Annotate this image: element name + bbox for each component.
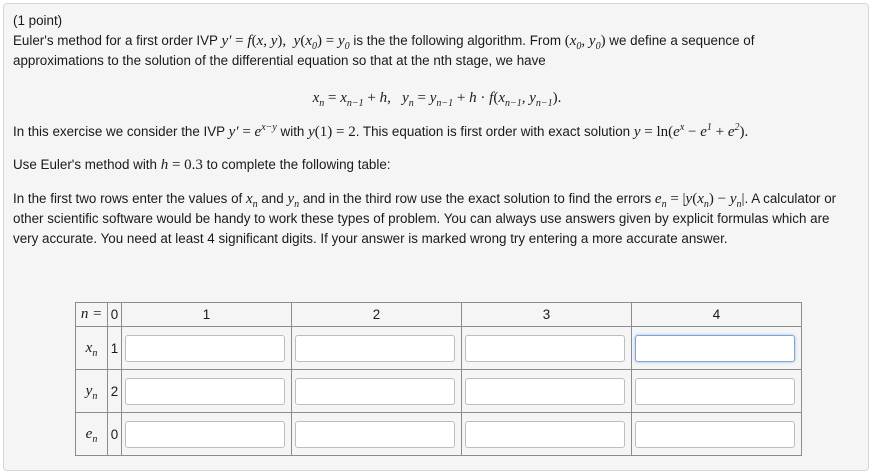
x3-input[interactable]	[465, 335, 625, 362]
n-value-2: 2	[292, 303, 462, 327]
row-label-y: $y_n$	[76, 370, 108, 413]
n-label: n =	[76, 303, 108, 327]
step-size: h = 0.3	[160, 157, 203, 173]
x2-input[interactable]	[295, 335, 455, 362]
initial-condition: y(1) = 2	[308, 124, 356, 140]
intro-line-1: Euler's method for a first order IVP y′ = f(x, y), $y(x_0) = y_0$ is the the following algorithm. From ($x_0$, $y_0$) we define a sequence of	[13, 33, 755, 52]
points-label: (1 point)	[13, 13, 63, 28]
ode: $y' = e^{x-y}$	[228, 122, 277, 140]
table-row-x	[76, 327, 802, 370]
problem-panel	[3, 3, 869, 471]
e3-input[interactable]	[465, 421, 625, 448]
row-label-x: $x_n$	[76, 327, 108, 370]
euler-table	[75, 302, 802, 456]
x1-input[interactable]	[125, 335, 285, 362]
table-row-y	[76, 370, 802, 413]
exact-solution: $y = \ln(e^x - e^1 + e^2)$.	[633, 122, 749, 140]
instructions-paragraph: In the first two rows enter the values of $x_n$ and $y_n$ and in the third row use the exact solution to find the errors $e_n = |y(x_n) - y_n|$. A calculator or other scientific software would be handy to work these types of problem. You can always use answers given by explicit formulas which are very accurate. You need at least 4 significant digits. If your answer is marked wrong try entering a more accurate answer.	[13, 191, 837, 246]
euler-recurrence: $x_n = x_{n-1} + h$, $y_n = y_{n-1} + h \cdot f(x_{n-1}$, $y_{n-1}$).	[312, 90, 562, 109]
row-label-e: $e_n$	[76, 413, 108, 456]
e0-value: 0	[108, 413, 122, 456]
table-row-e	[76, 413, 802, 456]
problem-statement: In this exercise we consider the IVP $y' = e^{x-y}$ with y(1) = 2. This equation is first order with exact solution $y = \ln(e^x - e^1 + e^2)$.	[13, 122, 749, 140]
e2-input[interactable]	[295, 421, 455, 448]
intro-line-2: approximations to the solution of the differential equation so that at the nth stage, we have	[13, 53, 546, 68]
y3-input[interactable]	[465, 378, 625, 405]
e1-input[interactable]	[125, 421, 285, 448]
initial-point: ($x_0$, $y_0$)	[564, 33, 606, 52]
error-formula: $e_n = |y(x_n) - y_n|$	[654, 191, 745, 210]
y1-input[interactable]	[125, 378, 285, 405]
table-header-row	[76, 303, 802, 327]
n-value-4: 4	[632, 303, 802, 327]
x4-input[interactable]	[635, 335, 795, 362]
e4-input[interactable]	[635, 421, 795, 448]
ivp-equation: y′ = f(x, y), $y(x_0) = y_0$	[221, 33, 350, 52]
y0-value: 2	[108, 370, 122, 413]
n-value-3: 3	[462, 303, 632, 327]
n-value-0: 0	[108, 303, 122, 327]
euler-instruction: Use Euler's method with h = 0.3 to complete the following table:	[13, 157, 391, 173]
y4-input[interactable]	[635, 378, 795, 405]
x0-value: 1	[108, 327, 122, 370]
n-value-1: 1	[122, 303, 292, 327]
y2-input[interactable]	[295, 378, 455, 405]
